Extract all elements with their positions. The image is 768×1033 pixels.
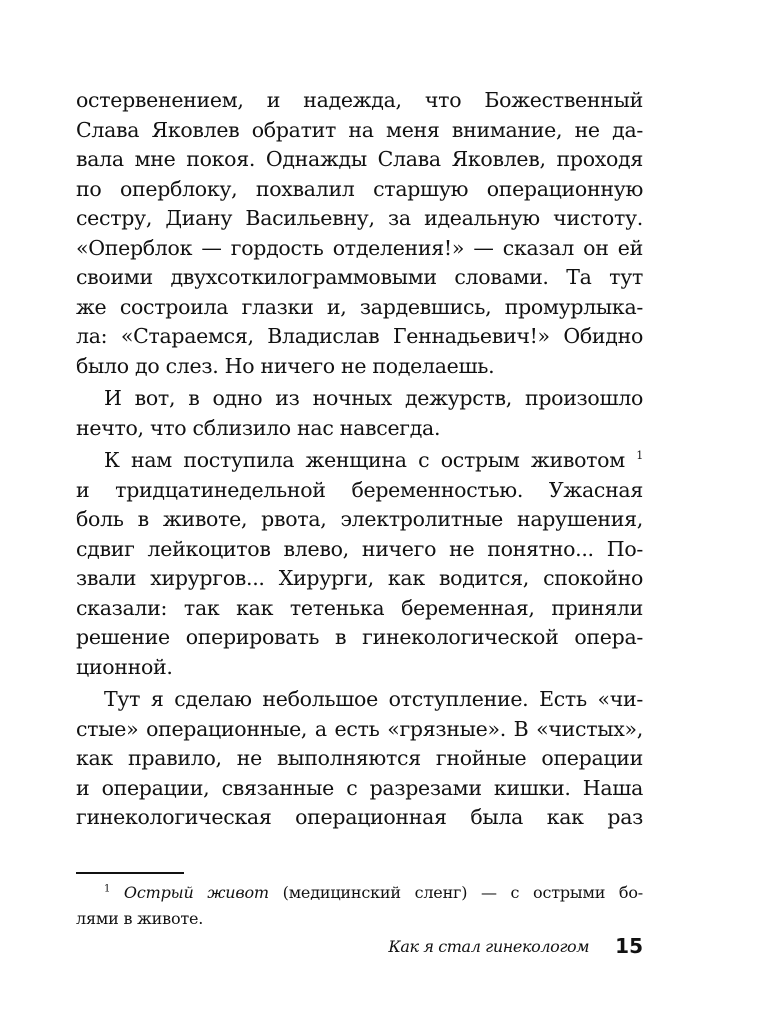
text-line: сестру, Диану Васильевну, за идеальную чистоту. [76,206,643,230]
body-text [76,86,643,833]
text-line: боль в животе, рвота, электролитные нарушения, [76,507,643,531]
text-line: и тридцатинедельной беременностью. Ужасная [76,477,643,502]
text-line: сдвиг лейкоцитов влево, ничего не понятно... По- [76,536,643,561]
footnote-marker: 1 [104,883,111,895]
running-footer [76,934,643,964]
text-line-content: К нам поступила женщина с острым животом [104,448,625,472]
text-line: было до слез. Но ничего не поделаешь. [76,353,495,378]
text-line: «Оперблок — гордость отделения!» — сказал он ей [76,235,643,260]
footnote-line: лями в животе. [76,909,204,928]
text-line: ционной. [76,654,173,679]
running-title: Как я стал гинекологом [388,936,590,956]
text-line: И вот, в одно из ночных дежурств, произошло [104,386,643,410]
text-line: звали хирургов... Хирурги, как водится, спокойно [76,566,643,590]
text-line: как правило, не выполняются гнойные операции [76,746,643,770]
text-line: своими двухсоткилограммовыми словами. Та тут [76,265,643,289]
text-line: сказали: так как тетенька беременная, приняли [76,595,643,620]
text-line: Тут я сделаю небольшое отступление. Есть «чи- [104,687,643,711]
text-line: стые» операционные, а есть «грязные». В «чистых», [76,716,643,741]
footnote [76,880,643,932]
footnote-reference: 1 [636,449,643,463]
footnote-divider [76,872,184,874]
footnote-line [76,880,643,906]
text-line-with-footnote [76,446,643,476]
text-line: решение оперировать в гинекологической опера- [76,625,643,649]
text-line: ла: «Стараемся, Владислав Геннадьевич!» Обидно [76,324,643,348]
text-line: нечто, что сблизило нас навсегда. [76,415,441,440]
text-line: по оперблоку, похвалил старшую операционную [76,176,643,201]
page-number: 15 [615,934,643,958]
text-line: и операции, связанные с разрезами кишки. Наша [76,775,643,800]
footnote-text: (медицинский сленг) — с острыми бо- [268,883,643,902]
text-line: же состроила глазки и, зардевшись, промурлыка- [76,294,643,319]
text-line: остервенением, и надежда, что Божественный [76,88,643,112]
text-line: гинекологическая операционная была как раз [76,805,643,829]
text-line: вала мне покоя. Однажды Слава Яковлев, проходя [76,147,643,171]
footnote-term: Острый живот [123,883,269,902]
text-line: Слава Яковлев обратит на меня внимание, не да- [76,117,643,142]
